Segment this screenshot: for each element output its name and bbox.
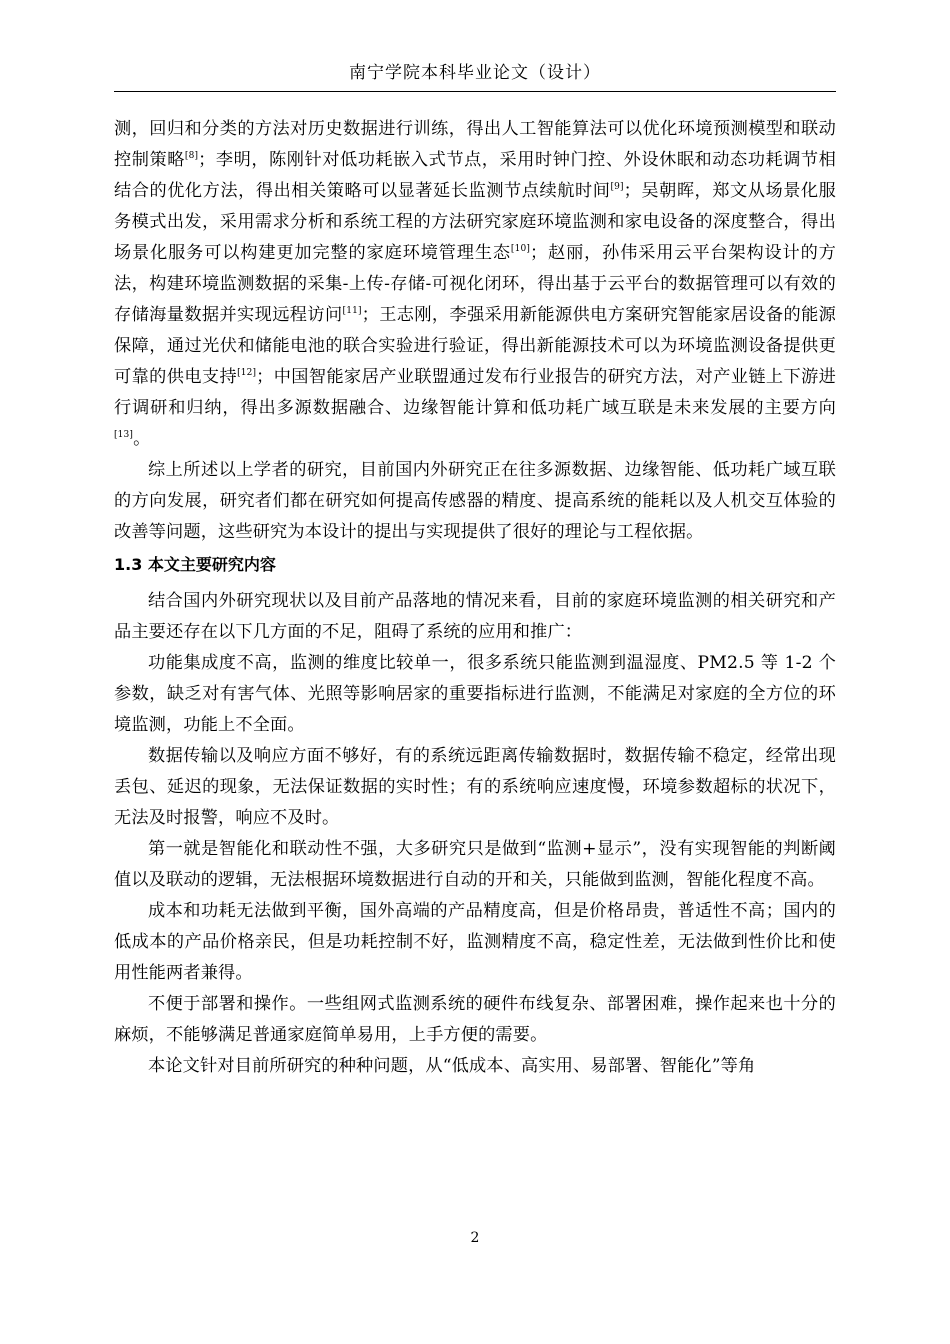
- section-paragraph: 本论文针对目前所研究的种种问题，从“低成本、高实用、易部署、智能化”等角: [148, 1056, 756, 1076]
- body-text-run: ；吴朝晖，郑文从场景化服务模式出发，采用需求分析和系统工程的方法研究家庭环境监测和家电设备的深度整合，得出场景化服务可以构建更加完整的家庭环境管理生态: [114, 181, 837, 263]
- citation-12: [12]: [237, 368, 257, 378]
- summary-paragraph: 综上所述以上学者的研究，目前国内外研究正在往多源数据、边缘智能、低功耗广域互联的方向发展，研究者们都在研究如何提高传感器的精度、提高系统的能耗以及人机交互体验的改善等问题，这些研究为本设计的提出与实现提供了很好的理论与工程依据。: [114, 460, 836, 542]
- header-rule: [114, 91, 836, 92]
- page-number: 2: [470, 1230, 480, 1246]
- body-text-run: 。: [133, 429, 151, 449]
- body-text-run: ；王志刚，李强采用新能源供电方案研究智能家居设备的能源保障，通过光伏和储能电池的联合实验进行验证，得出新能源技术可以为环境监测设备提供更可靠的供电支持: [114, 305, 836, 387]
- section-paragraph: 成本和功耗无法做到平衡，国外高端的产品精度高，但是价格昂贵，普适性不高；国内的低成本的产品价格亲民，但是功耗控制不好，监测精度不高，稳定性差，无法做到性价比和使用性能两者兼得。: [114, 901, 836, 983]
- section-heading: 1.3 本文主要研究内容: [114, 555, 276, 574]
- section-paragraph: 功能集成度不高，监测的维度比较单一，很多系统只能监测到温湿度、PM2.5 等 1-2 个参数，缺乏对有害气体、光照等影响居家的重要指标进行监测，不能满足对家庭的全方位的环境监测，功能上不全面。: [114, 653, 836, 735]
- body-text: [114, 114, 836, 1082]
- citation-9: [9]: [610, 182, 624, 192]
- citation-10: [10]: [510, 244, 530, 254]
- citation-8: [8]: [184, 151, 199, 161]
- literature-review-paragraph: [114, 114, 836, 455]
- section-paragraph: 结合国内外研究现状以及目前产品落地的情况来看，目前的家庭环境监测的相关研究和产品主要还存在以下几方面的不足，阻碍了系统的应用和推广：: [114, 591, 836, 642]
- section-paragraph: 第一就是智能化和联动性不强，大多研究只是做到“监测+显示”，没有实现智能的判断阈值以及联动的逻辑，无法根据环境数据进行自动的开和关，只能做到监测，智能化程度不高。: [114, 839, 836, 890]
- body-text-run: ；中国智能家居产业联盟通过发布行业报告的研究方法，对产业链上下游进行调研和归纳，得出多源数据融合、边缘智能计算和低功耗广域互联是未来发展的主要方向: [114, 367, 836, 418]
- body-text-run: ；李明，陈刚针对低功耗嵌入式节点，采用时钟门控、外设休眠和动态功耗调节相结合的优化方法，得出相关策略可以显著延长监测节点续航时间: [114, 150, 836, 201]
- section-paragraph: 不便于部署和操作。一些组网式监测系统的硬件布线复杂、部署困难，操作起来也十分的麻烦，不能够满足普通家庭简单易用，上手方便的需要。: [114, 994, 836, 1045]
- body-text-run: ；赵丽，孙伟采用云平台架构设计的方法，构建环境监测数据的采集-上传-存储-可视化闭环，得出基于云平台的数据管理可以有效的存储海量数据并实现远程访问: [114, 243, 836, 325]
- body-text-run: 测，回归和分类的方法对历史数据进行训练，得出人工智能算法可以优化环境预测模型和联动控制策略: [114, 119, 836, 170]
- running-header: 南宁学院本科毕业论文（设计）: [349, 63, 601, 83]
- section-paragraph: 数据传输以及响应方面不够好，有的系统远距离传输数据时，数据传输不稳定，经常出现丢包、延迟的现象，无法保证数据的实时性；有的系统响应速度慢，环境参数超标的状况下，无法及时报警，响应不及时。: [114, 746, 836, 828]
- citation-13: [13]: [114, 430, 134, 440]
- citation-11: [11]: [342, 306, 362, 316]
